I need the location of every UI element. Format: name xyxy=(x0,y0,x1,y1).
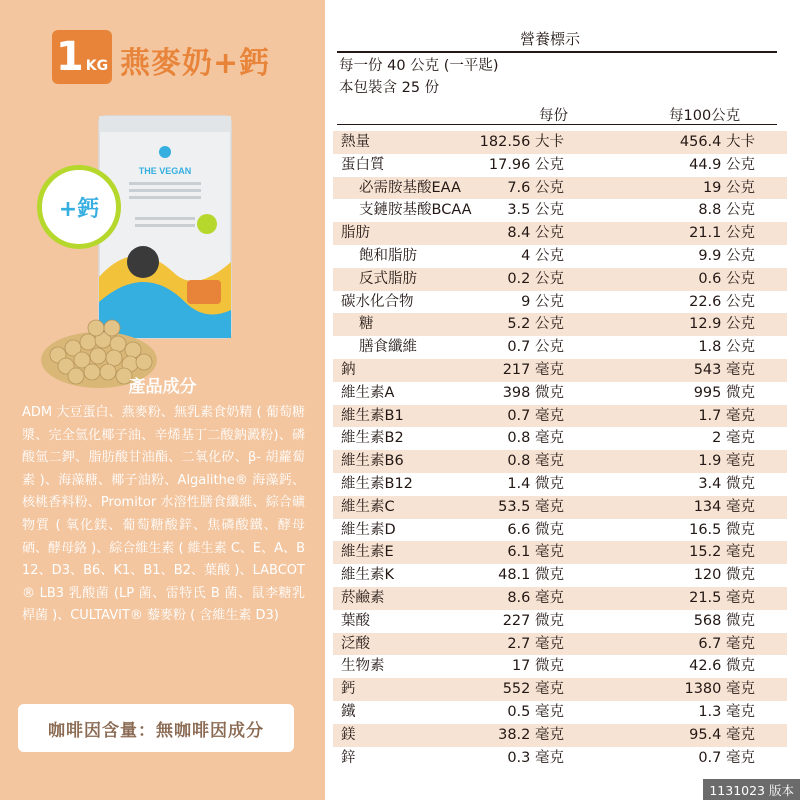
per-serving-value: 1.4 微克 xyxy=(507,475,564,492)
nutrient-name: 泛酸 xyxy=(341,635,370,652)
nutrient-name: 膳食纖維 xyxy=(359,339,417,356)
nutrition-row xyxy=(333,336,787,359)
pouch-brand: THE VEGAN xyxy=(138,166,192,176)
per-serving-value: 8.6 毫克 xyxy=(507,589,564,606)
nutrition-row xyxy=(333,610,787,633)
per-100g-value: 95.4 毫克 xyxy=(689,726,755,743)
per-100g-value: 1.7 毫克 xyxy=(698,407,755,424)
per-serving-value: 3.5 公克 xyxy=(507,202,564,219)
nutrition-header-divider xyxy=(337,124,777,125)
nutrient-name: 維生素D xyxy=(341,521,396,538)
per-serving-value: 552 毫克 xyxy=(502,681,564,698)
nutrition-row xyxy=(333,564,787,587)
nutrition-row xyxy=(333,382,787,405)
nutrition-row xyxy=(333,268,787,291)
per-100g-value: 543 毫克 xyxy=(693,361,755,378)
per-serving-value: 7.6 公克 xyxy=(507,179,564,196)
nutrition-row xyxy=(333,496,787,519)
nutrient-name: 脂肪 xyxy=(341,225,370,242)
nutrition-row xyxy=(333,747,787,770)
nutrition-row xyxy=(333,199,787,222)
per-100g-value: 21.1 公克 xyxy=(689,225,755,242)
per-serving-value: 8.4 公克 xyxy=(507,225,564,242)
nutrition-row xyxy=(333,427,787,450)
per-100g-value: 9.9 公克 xyxy=(698,247,755,264)
nutrition-row xyxy=(333,405,787,428)
per-serving-value: 227 微克 xyxy=(502,612,564,629)
nutrient-name: 熱量 xyxy=(341,134,370,150)
per-serving-value: 17.96 公克 xyxy=(488,156,564,173)
per-100g-value: 22.6 公克 xyxy=(689,293,755,310)
per-100g-value: 15.2 毫克 xyxy=(689,544,755,561)
nutrient-name: 飽和脂肪 xyxy=(359,247,417,264)
weight-badge xyxy=(52,30,112,84)
nutrient-name: 維生素B1 xyxy=(341,407,404,424)
per-100g-value: 1380 毫克 xyxy=(684,681,755,698)
nutrition-row xyxy=(333,724,787,747)
per-100g-value: 120 微克 xyxy=(693,567,755,584)
version-label: 1131023 版本 xyxy=(703,779,800,800)
nutrition-row xyxy=(333,473,787,496)
nutrition-title: 營養標示 xyxy=(519,30,580,48)
per-100g-value: 42.6 微克 xyxy=(689,658,755,675)
per-serving-value: 4 公克 xyxy=(521,247,564,264)
per-100g-value: 3.4 微克 xyxy=(698,475,755,492)
nutrition-row xyxy=(333,154,787,177)
nutrition-row xyxy=(333,131,787,154)
ingredients-text: ADM 大豆蛋白、燕麥粉、無乳素食奶精 ( 葡萄糖漿、完全氫化椰子油、辛烯基丁二酸鈉澱粉)、磷酸氫二鉀、脂肪酸甘油酯、二氧化矽、β- 胡蘿蔔素 )、海藻糖、椰子油粉、Algalithe® 海藻鈣、核桃香料粉、Promitor 水溶性膳食纖維、綜合礦物質 ( 氧化鎂、葡萄糖酸鋅、焦磷酸鐵、酵母硒、酵母鉻 )、綜合維生素 ( 維生素 C、E、A、B12、D3、B6、K1、B1、B2、葉酸 )、LABCOT® LB3 乳酸菌 (LP 菌、雷特氏 B 菌、鼠李糖乳桿菌 )、CULTAVIT® 藜麥粉 ( 含維生素 D3) xyxy=(22,405,305,624)
nutrition-row xyxy=(333,359,787,382)
nutrition-row xyxy=(333,291,787,314)
nutrition-row xyxy=(333,313,787,336)
per-serving-value: 48.1 微克 xyxy=(498,567,564,584)
nutrient-name: 糖 xyxy=(359,316,374,333)
per-100g-value: 16.5 微克 xyxy=(689,521,755,538)
per-serving-value: 6.6 微克 xyxy=(507,521,564,538)
per-100g-value: 6.7 毫克 xyxy=(698,635,755,652)
per-100g-value: 21.5 毫克 xyxy=(689,589,755,606)
per-100g-value: 2 毫克 xyxy=(712,430,755,447)
per-serving-value: 0.5 毫克 xyxy=(507,703,564,720)
per-100g-value: 995 微克 xyxy=(693,384,755,401)
per-100g-value: 134 毫克 xyxy=(693,498,755,515)
per-serving-value: 38.2 毫克 xyxy=(498,726,564,743)
nutrient-name: 菸鹼素 xyxy=(341,589,385,606)
nutrition-row xyxy=(333,655,787,678)
per-serving-value: 398 微克 xyxy=(502,384,564,401)
nutrient-name: 鈉 xyxy=(341,361,356,378)
nutrient-name: 維生素E xyxy=(341,544,394,561)
nutrition-row xyxy=(333,519,787,542)
per-100g-value: 8.8 公克 xyxy=(698,202,755,219)
nutrient-name: 維生素C xyxy=(341,498,395,515)
per-100g-value: 0.6 公克 xyxy=(698,270,755,287)
nutrient-name: 鎂 xyxy=(341,726,356,743)
calcium-badge-text: +鈣 xyxy=(58,196,100,222)
weight-number: 1 xyxy=(55,34,84,80)
per-serving-value: 182.56 大卡 xyxy=(479,134,564,150)
nutrient-name: 葉酸 xyxy=(341,612,370,629)
nutrient-name: 反式脂肪 xyxy=(359,270,417,287)
nutrient-name: 鈣 xyxy=(341,681,356,698)
product-name: 燕麥奶+鈣 xyxy=(120,46,271,81)
serving-size: 每一份 40 公克 (一平匙) xyxy=(339,58,499,74)
nutrition-row xyxy=(333,587,787,610)
nutrient-name: 鐵 xyxy=(341,703,356,720)
per-100g-value: 1.3 毫克 xyxy=(698,703,755,720)
calcium-badge xyxy=(37,165,121,249)
per-serving-value: 0.7 公克 xyxy=(507,339,564,356)
nutrition-row xyxy=(333,177,787,200)
nutrition-row xyxy=(333,701,787,724)
per-serving-value: 5.2 公克 xyxy=(507,316,564,333)
nutrient-name: 蛋白質 xyxy=(341,156,385,173)
per-100g-value: 19 公克 xyxy=(702,179,755,196)
caffeine-note: 咖啡因含量：無咖啡因成分 xyxy=(18,704,294,752)
ingredients-title: 產品成分 xyxy=(128,377,197,397)
per-100g-value: 12.9 公克 xyxy=(689,316,755,333)
per-serving-value: 6.1 毫克 xyxy=(507,544,564,561)
per-serving-value: 17 微克 xyxy=(511,658,564,675)
per-serving-value: 0.8 毫克 xyxy=(507,453,564,470)
nutrient-name: 維生素A xyxy=(341,384,395,401)
col-header-per-100g: 每100公克 xyxy=(669,108,741,124)
nutrient-name: 維生素B6 xyxy=(341,453,404,470)
per-100g-value: 456.4 大卡 xyxy=(679,134,755,150)
nutrient-name: 維生素K xyxy=(341,567,395,584)
per-100g-value: 44.9 公克 xyxy=(689,156,755,173)
per-serving-value: 9 公克 xyxy=(521,293,564,310)
nutrient-name: 必需胺基酸EAA xyxy=(359,179,461,196)
nutrient-name: 鋅 xyxy=(341,749,356,766)
nutrition-facts-panel xyxy=(325,0,800,800)
nutrition-row xyxy=(333,541,787,564)
per-100g-value: 1.8 公克 xyxy=(698,339,755,356)
nutrient-name: 維生素B12 xyxy=(341,475,413,492)
per-serving-value: 0.3 毫克 xyxy=(507,749,564,766)
nutrition-row xyxy=(333,245,787,268)
per-serving-value: 0.7 毫克 xyxy=(507,407,564,424)
nutrient-name: 碳水化合物 xyxy=(341,293,414,310)
nutrition-table xyxy=(333,131,787,769)
nutrient-name: 維生素B2 xyxy=(341,430,404,447)
per-serving-value: 2.7 毫克 xyxy=(507,635,564,652)
nutrition-row xyxy=(333,222,787,245)
per-serving-value: 217 毫克 xyxy=(502,361,564,378)
per-serving-value: 53.5 毫克 xyxy=(498,498,564,515)
nutrient-name: 生物素 xyxy=(341,658,385,675)
weight-unit: KG xyxy=(85,58,109,74)
per-100g-value: 0.7 毫克 xyxy=(698,749,755,766)
servings-per-pack: 本包裝含 25 份 xyxy=(339,80,440,96)
nutrition-row xyxy=(333,678,787,701)
nutrient-name: 支鏈胺基酸BCAA xyxy=(359,202,472,219)
nutrition-row xyxy=(333,633,787,656)
nutrition-top-divider xyxy=(337,51,777,53)
per-100g-value: 1.9 毫克 xyxy=(698,453,755,470)
col-header-per-serving: 每份 xyxy=(539,108,568,124)
per-serving-value: 0.8 毫克 xyxy=(507,430,564,447)
per-100g-value: 568 微克 xyxy=(693,612,755,629)
left-panel xyxy=(0,0,325,800)
nutrition-row xyxy=(333,450,787,473)
per-serving-value: 0.2 公克 xyxy=(507,270,564,287)
